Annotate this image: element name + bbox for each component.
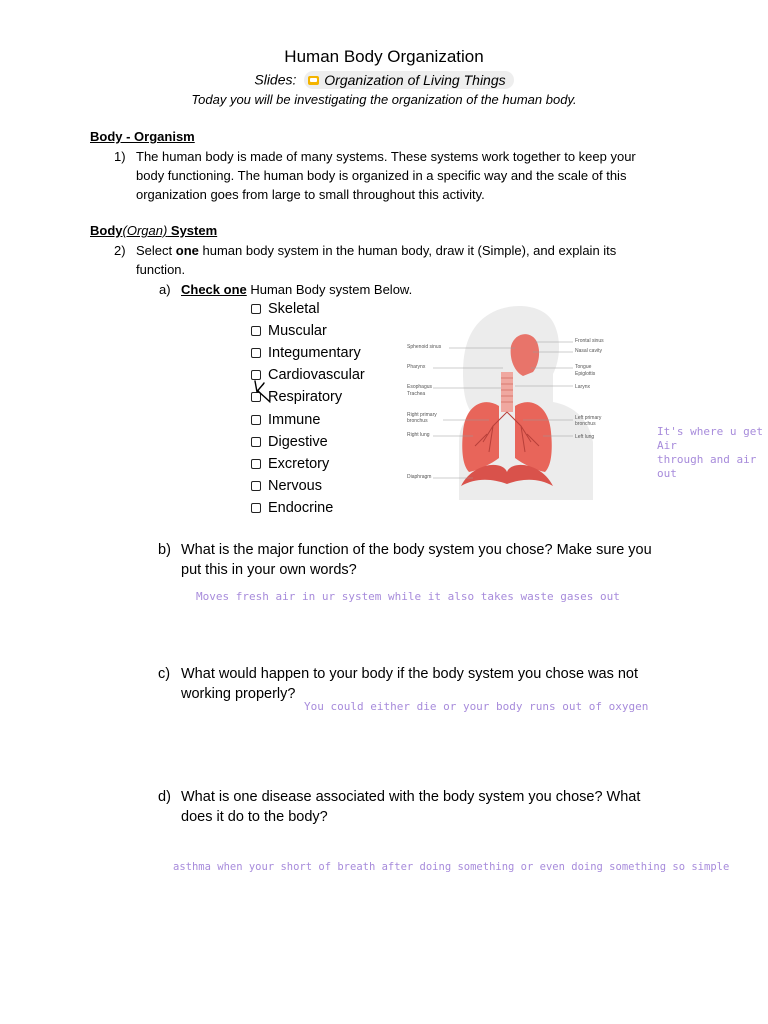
qd-label: d) [158,789,171,805]
respiratory-system-diagram [403,302,609,500]
diagram-label-left: Trachea [407,391,426,397]
slides-link-text[interactable]: Organization of Living Things [324,72,506,88]
item2-line1: Select one human body system in the human body, draw it (Simple), and explain its [136,243,617,258]
section2-heading-body: Body [90,223,123,238]
qd-answer: asthma when your short of breath after doing something or even doing something so simple [173,861,730,873]
slides-file-icon [308,76,319,85]
checkbox-nervous[interactable]: Nervous [251,475,322,497]
diagram-label-left: Right lung [407,432,430,438]
diagram-label-left: Esophagus [407,384,433,390]
checkbox-cardiovascular[interactable]: Cardiovascular [251,364,365,386]
qa-text: Check one Human Body system Below. [181,282,413,297]
slides-line [0,71,768,89]
item1-line3: organization goes from large to small throughout this activity. [136,187,485,202]
diagram-label-right: bronchus [575,421,596,427]
item1-line1: The human body is made of many systems. These systems work together to keep your [136,149,636,164]
checkbox-icon[interactable] [251,326,261,336]
checkbox-endocrine[interactable]: Endocrine [251,497,333,519]
checkbox-icon[interactable] [251,348,261,358]
checkbox-muscular[interactable]: Muscular [251,320,327,342]
qc-answer: You could either die or your body runs out of oxygen [304,700,649,713]
checkbox-icon[interactable] [251,437,261,447]
diagram-label-right: Frontal sinus [575,338,604,344]
slides-link-chip[interactable] [304,71,513,89]
diagram-label-right: Tongue [575,364,592,370]
checkbox-icon[interactable] [251,415,261,425]
diagram-label-right: Left lung [575,434,595,440]
diagram-label-right: Larynx [575,384,591,390]
checkbox-icon[interactable] [251,304,261,314]
checkbox-immune[interactable]: Immune [251,409,320,431]
diagram-label-right: Epiglottis [575,371,596,377]
diagram-label-left: bronchus [407,418,428,424]
diagram-label-left: Diaphragm [407,474,432,480]
section2-heading-organ: (Organ) [122,223,168,238]
qb-label: b) [158,542,171,558]
item2-line2: function. [136,262,186,277]
checkbox-icon[interactable] [251,459,261,469]
checkbox-excretory[interactable]: Excretory [251,453,329,475]
qb-text: What is the major function of the body system you chose? Make sure you put this in your own words? [181,542,652,578]
item1-line2: body functioning. The human body is organized in a specific way and the scale of this [136,168,627,183]
checkbox-icon[interactable] [251,503,261,513]
qc-text: What would happen to your body if the body system you chose was not working properly? [181,666,639,702]
qb-answer: Moves fresh air in ur system while it also takes waste gases out [196,590,620,603]
diagram-label-left: Right primary [407,412,437,418]
diagram-label-left: Pharynx [407,364,426,370]
page-title: Human Body Organization [284,47,484,66]
qd-text: What is one disease associated with the body system you chose? What does it do to the body? [181,789,641,825]
section2-heading [90,223,217,238]
section2-heading-system: System [167,223,218,238]
intro-text: Today you will be investigating the organization of the human body. [191,92,577,107]
diagram-label-left: Sphenoid sinus [407,344,442,350]
item2-text [136,241,696,279]
slides-prefix: Slides: [254,71,297,88]
qc-label: c) [158,666,171,682]
checkbox-icon[interactable] [251,481,261,491]
item2-number: 2) [114,243,126,258]
section1-heading: Body - Organism [90,129,195,144]
checkbox-digestive[interactable]: Digestive [251,431,328,453]
item1-text [136,147,696,204]
side-handwritten-note: It's where u get Air through and air out [657,425,763,480]
checkbox-respiratory[interactable]: Respiratory [251,386,342,408]
diagram-label-right: Left primary [575,415,602,421]
item1-number: 1) [114,149,126,164]
qa-label: a) [159,282,171,297]
checkbox-integumentary[interactable]: Integumentary [251,342,361,364]
handwritten-check-icon [252,378,274,404]
diagram-label-right: Nasal cavity [575,348,602,354]
checkbox-skeletal[interactable]: Skeletal [251,298,320,320]
